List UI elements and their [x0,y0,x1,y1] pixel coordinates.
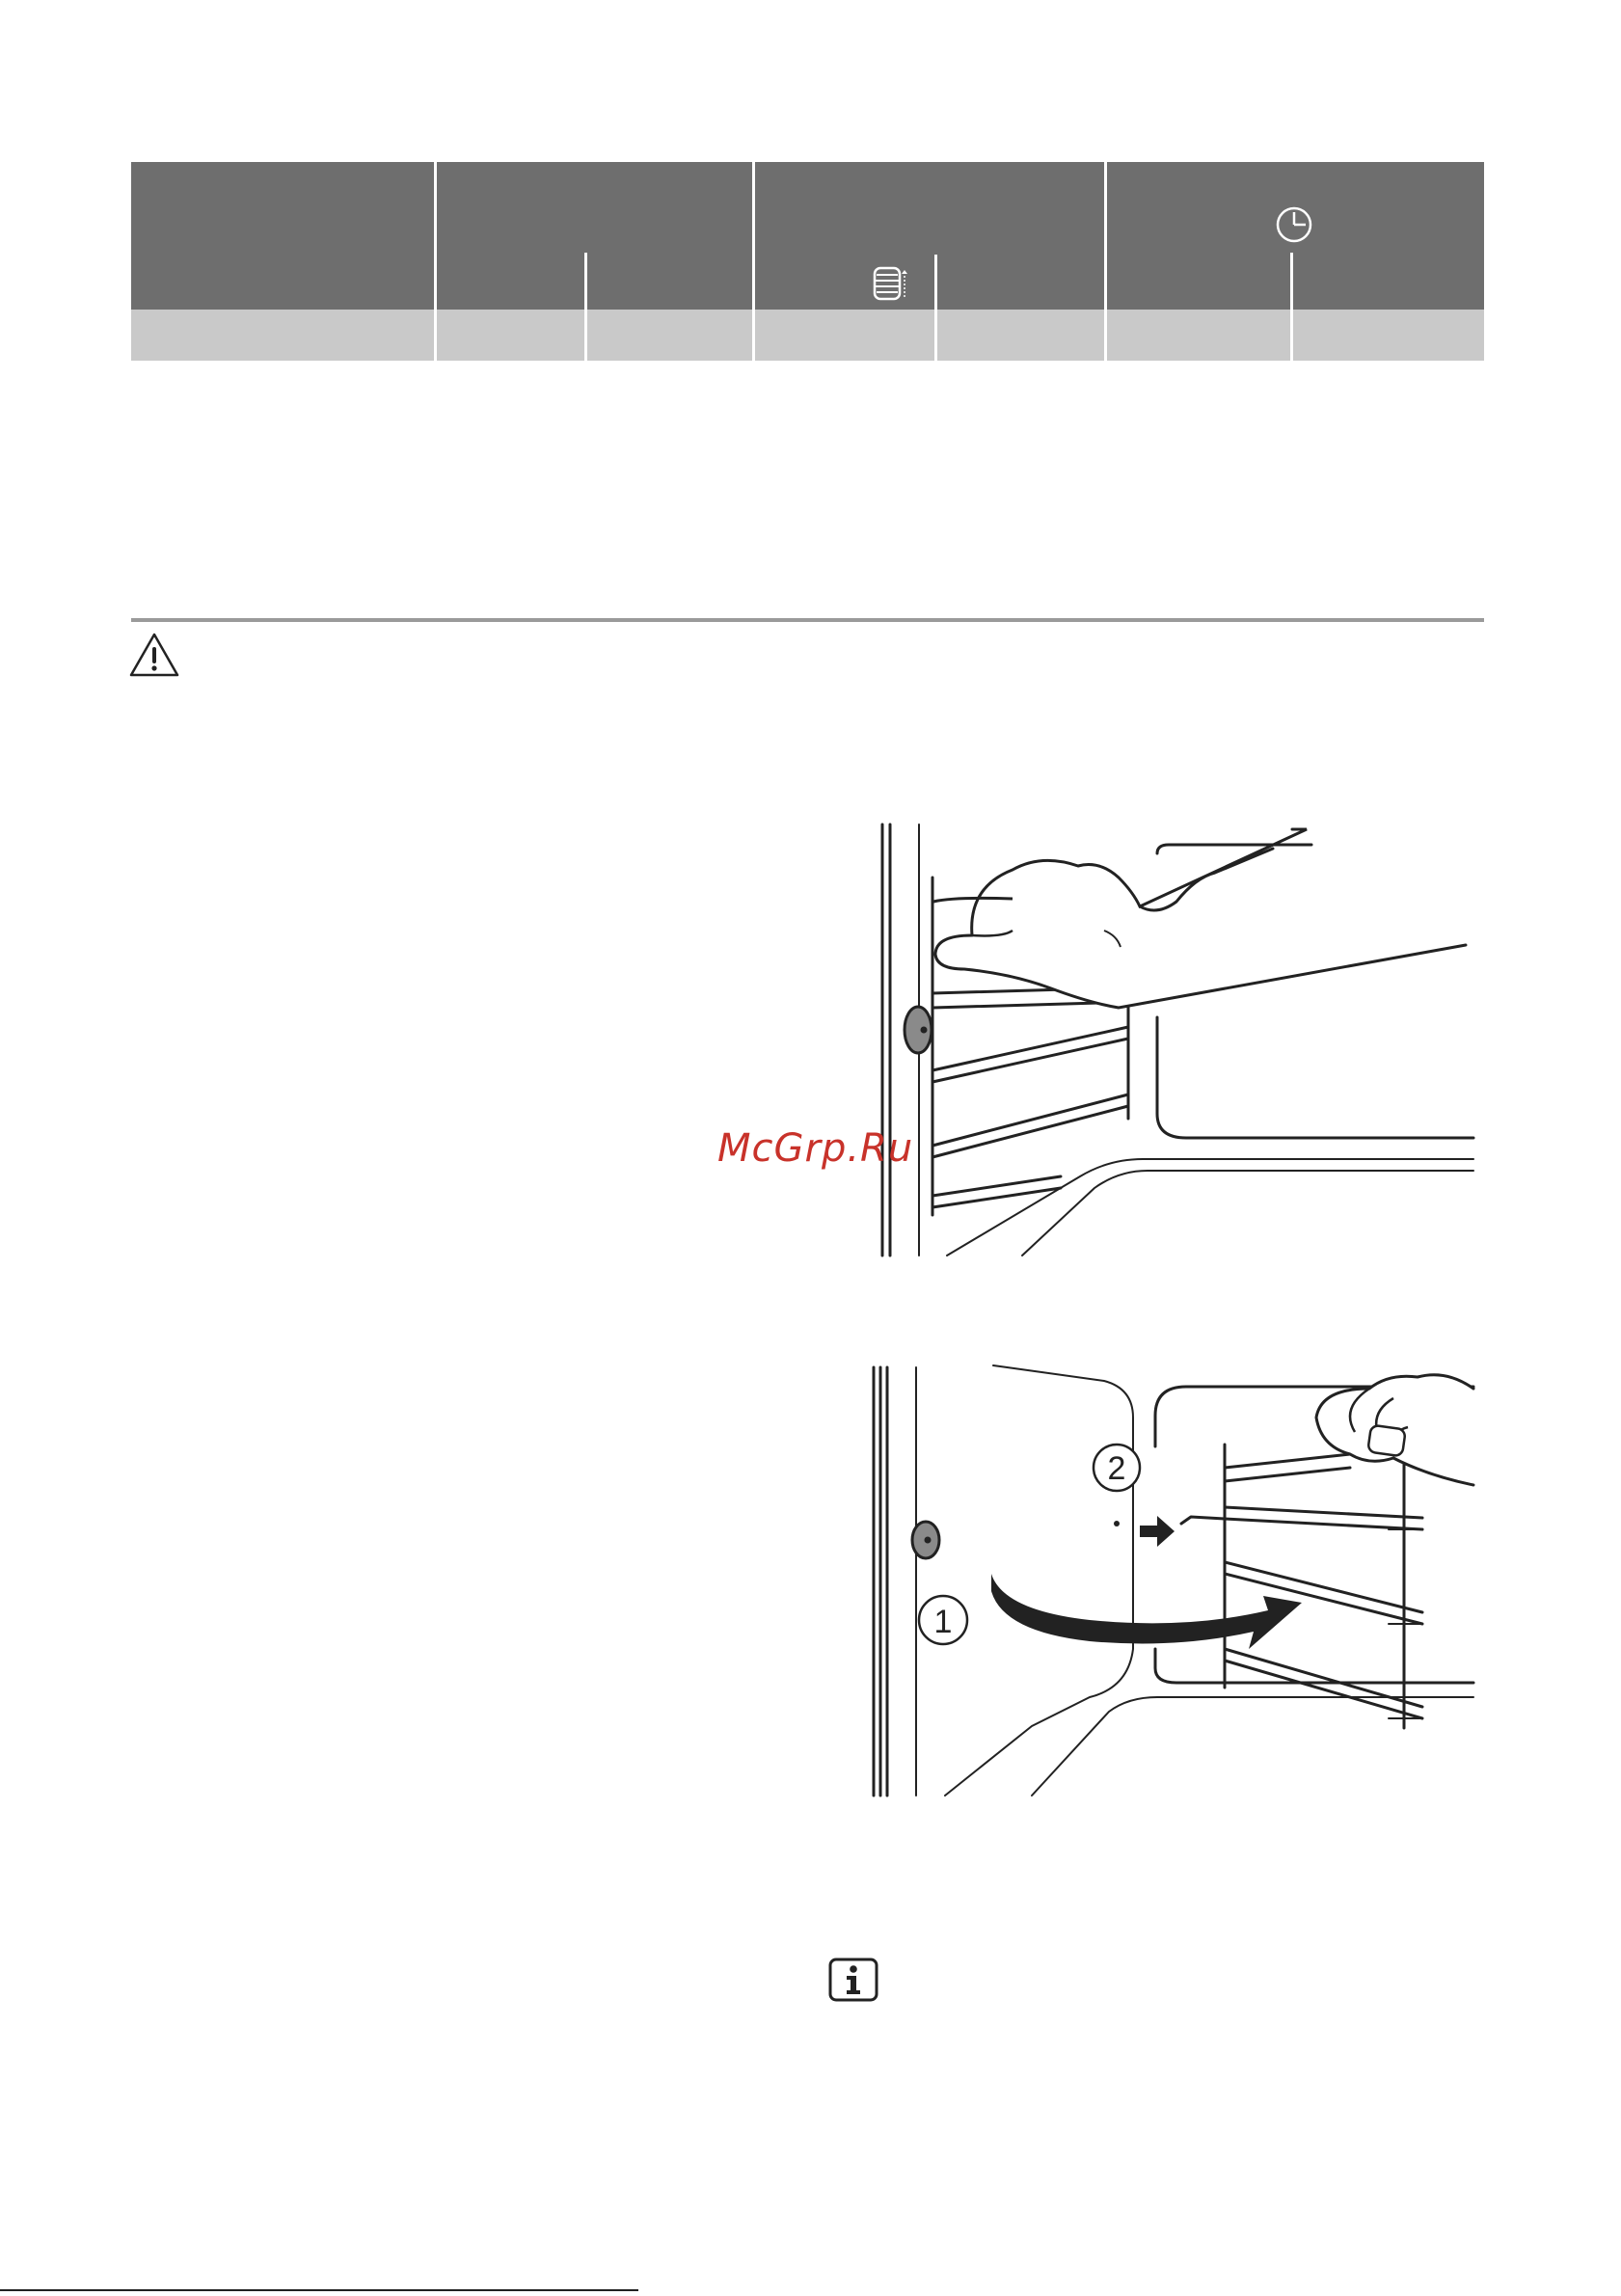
subheader-cell [587,310,752,361]
figure-install-shelf-support [868,1360,1485,1803]
column-divider [584,253,587,361]
figure-remove-shelf-support [868,810,1485,1263]
subheader-cell [937,310,1104,361]
header-cell-2 [437,162,752,310]
section-divider [131,618,1484,622]
header-cell-1 [131,162,434,310]
header-table [131,162,1484,361]
column-divider [1290,253,1293,361]
subheader-cell [131,310,434,361]
column-divider [934,255,937,361]
footer-rule [0,2289,638,2291]
subheader-cell [1107,310,1290,361]
info-icon [828,1958,878,2002]
subheader-cell [1293,310,1484,361]
step-2-label: 2 [1107,1450,1126,1487]
subheader-cell [437,310,584,361]
warning-icon [129,632,179,678]
step-1-label: 1 [933,1604,953,1640]
shelf-level-icon [872,264,910,303]
subheader-cell [755,310,934,361]
clock-icon [1274,204,1314,245]
watermark: McGrp.Ru [717,1126,914,1171]
header-cell-3 [755,162,1104,310]
